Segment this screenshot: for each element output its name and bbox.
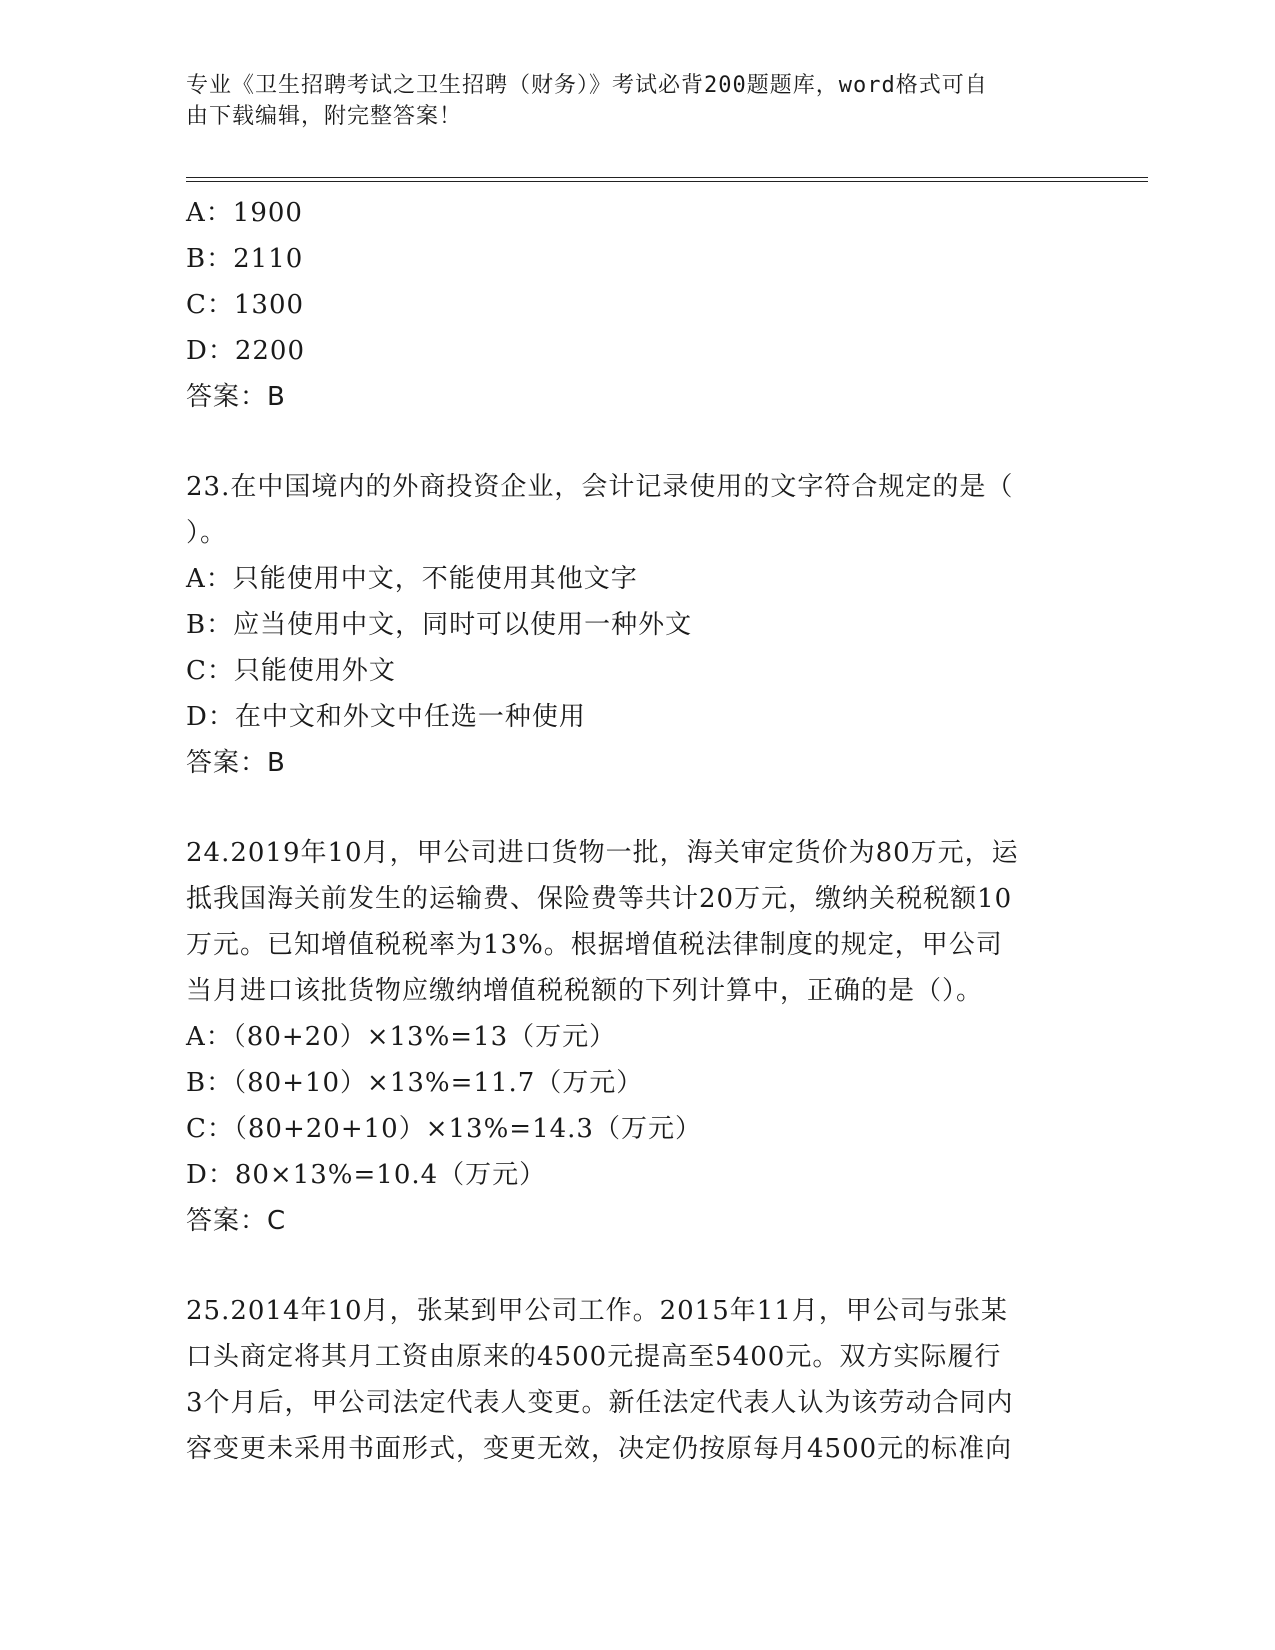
question-spacer bbox=[186, 786, 1086, 830]
option-a: A：只能使用中文，不能使用其他文字 bbox=[186, 564, 638, 594]
option-b: B：应当使用中文，同时可以使用一种外文 bbox=[186, 610, 693, 640]
header-line-1: 专业《卫生招聘考试之卫生招聘（财务）》考试必背200题题库，word格式可自 bbox=[186, 73, 988, 98]
question-text-line: 25.2014年10月，张某到甲公司工作。2015年11月，甲公司与张某 bbox=[186, 1296, 1008, 1326]
question-text-line: 3个月后，甲公司法定代表人变更。新任法定代表人认为该劳动合同内 bbox=[186, 1388, 1014, 1418]
question-23 bbox=[186, 464, 1086, 786]
answer: 答案：B bbox=[186, 748, 286, 778]
document-header bbox=[186, 70, 1086, 132]
answer: 答案：C bbox=[186, 1206, 287, 1236]
question-spacer bbox=[186, 420, 1086, 464]
option-c: C：1300 bbox=[186, 290, 305, 320]
question-spacer bbox=[186, 1244, 1086, 1288]
question-text-line: 24.2019年10月，甲公司进口货物一批，海关审定货价为80万元，运 bbox=[186, 838, 1019, 868]
option-b: B：（80+10）×13%=11.7（万元） bbox=[186, 1068, 644, 1098]
option-c: C：（80+20+10）×13%=14.3（万元） bbox=[186, 1114, 702, 1144]
option-d: D：80×13%=10.4（万元） bbox=[186, 1160, 547, 1190]
answer: 答案：B bbox=[186, 382, 286, 412]
question-text-line: 万元。已知增值税税率为13%。根据增值税法律制度的规定，甲公司 bbox=[186, 930, 1003, 960]
option-d: D：2200 bbox=[186, 336, 306, 366]
question-25 bbox=[186, 1288, 1086, 1472]
question-list bbox=[186, 190, 1086, 1472]
question-text-line: 当月进口该批货物应缴纳增值税税额的下列计算中，正确的是（）。 bbox=[186, 976, 984, 1006]
question-text-line: 23.在中国境内的外商投资企业，会计记录使用的文字符合规定的是（ bbox=[186, 472, 1014, 502]
question-text-line: 口头商定将其月工资由原来的4500元提高至5400元。双方实际履行 bbox=[186, 1342, 1002, 1372]
header-line-2: 由下载编辑，附完整答案！ bbox=[186, 104, 463, 129]
option-c: C：只能使用外文 bbox=[186, 656, 396, 686]
question-text-line: 抵我国海关前发生的运输费、保险费等共计20万元，缴纳关税税额10 bbox=[186, 884, 1013, 914]
option-d: D：在中文和外文中任选一种使用 bbox=[186, 702, 586, 732]
question-text-line: 容变更未采用书面形式，变更无效，决定仍按原每月4500元的标准向 bbox=[186, 1434, 1013, 1464]
question-text-line: ）。 bbox=[186, 518, 228, 548]
option-b: B：2110 bbox=[186, 244, 304, 274]
question-22 bbox=[186, 190, 1086, 420]
question-24 bbox=[186, 830, 1086, 1244]
option-a: A：1900 bbox=[186, 198, 303, 228]
option-a: A：（80+20）×13%=13（万元） bbox=[186, 1022, 617, 1052]
header-divider bbox=[186, 177, 1148, 182]
